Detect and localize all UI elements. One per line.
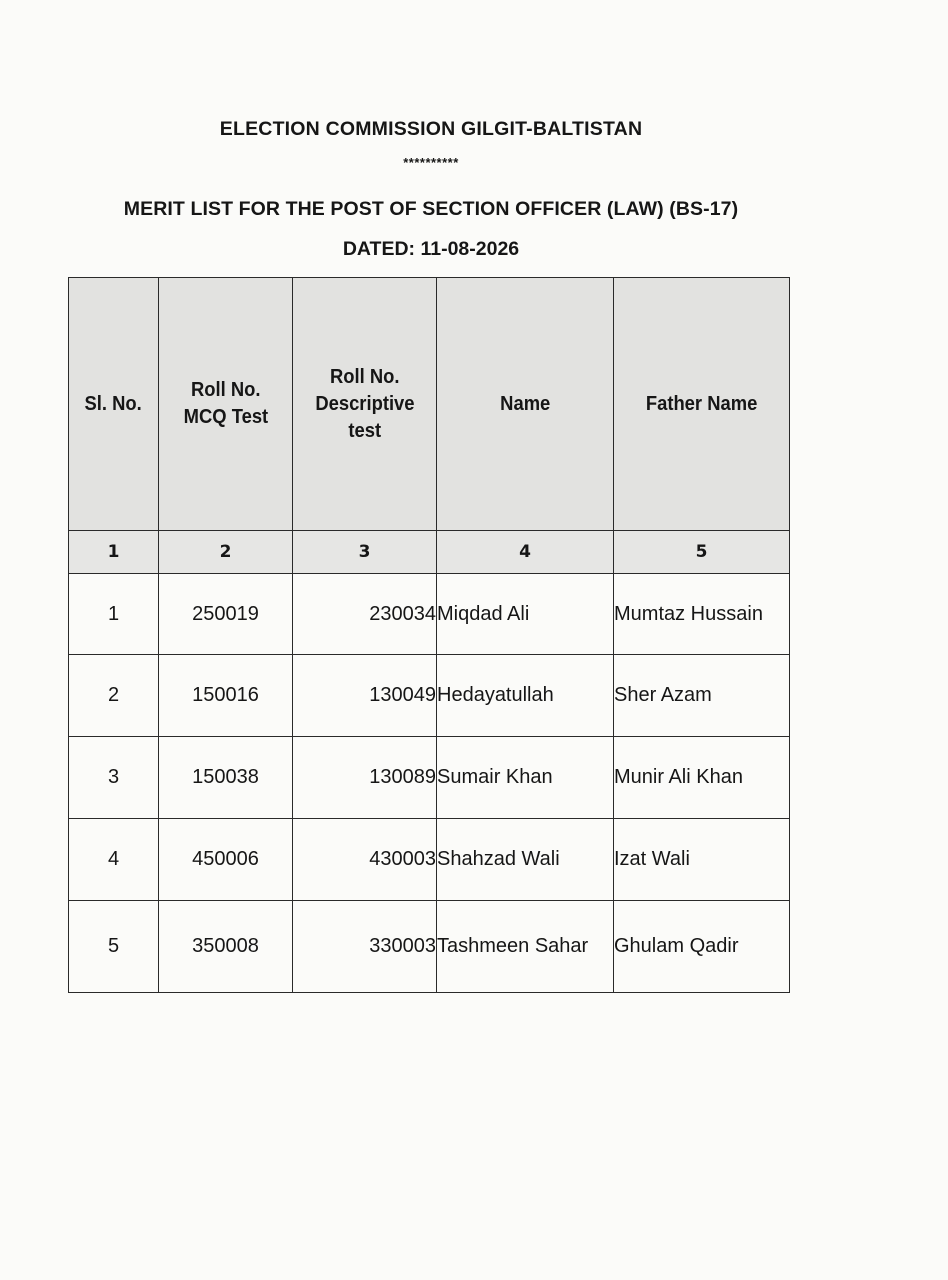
column-number: 2 xyxy=(159,531,293,574)
cell-name: Shahzad Wali xyxy=(437,819,614,901)
cell-father-name: Izat Wali xyxy=(614,819,790,901)
column-number-row xyxy=(69,531,790,574)
cell-roll-descriptive: 130049 xyxy=(293,655,437,737)
cell-name: Miqdad Ali xyxy=(437,574,614,655)
cell-father-name: Ghulam Qadir xyxy=(614,901,790,993)
cell-father-name: Sher Azam xyxy=(614,655,790,737)
table-row xyxy=(69,819,790,901)
cell-sl-no: 5 xyxy=(69,901,159,993)
column-header-roll-mcq: Roll No. MCQ Test xyxy=(159,278,293,531)
cell-roll-descriptive: 430003 xyxy=(293,819,437,901)
cell-sl-no: 3 xyxy=(69,737,159,819)
cell-name: Hedayatullah xyxy=(437,655,614,737)
table-row xyxy=(69,655,790,737)
cell-roll-mcq: 350008 xyxy=(159,901,293,993)
column-number: 5 xyxy=(614,531,790,574)
table-row xyxy=(69,737,790,819)
column-header-name: Name xyxy=(437,278,614,531)
cell-roll-mcq: 450006 xyxy=(159,819,293,901)
cell-roll-mcq: 150016 xyxy=(159,655,293,737)
column-header-roll-descriptive: Roll No. Descriptive test xyxy=(293,278,437,531)
cell-roll-descriptive: 130089 xyxy=(293,737,437,819)
column-number: 1 xyxy=(69,531,159,574)
cell-father-name: Mumtaz Hussain xyxy=(614,574,790,655)
cell-roll-mcq: 150038 xyxy=(159,737,293,819)
cell-father-name: Munir Ali Khan xyxy=(614,737,790,819)
column-number: 4 xyxy=(437,531,614,574)
document-title: MERIT LIST FOR THE POST OF SECTION OFFICER (LAW) (BS-17) xyxy=(123,198,739,220)
column-header-father-name: Father Name xyxy=(614,278,790,531)
cell-roll-mcq: 250019 xyxy=(159,574,293,655)
table-row xyxy=(69,574,790,655)
cell-name: Sumair Khan xyxy=(437,737,614,819)
cell-name: Tashmeen Sahar xyxy=(437,901,614,993)
document-date: DATED: 11-08-2026 xyxy=(342,238,520,260)
cell-sl-no: 2 xyxy=(69,655,159,737)
organization-heading: ELECTION COMMISSION GILGIT-BALTISTAN xyxy=(219,118,643,140)
table-header-row xyxy=(69,278,790,531)
merit-list-table xyxy=(68,277,790,993)
cell-roll-descriptive: 330003 xyxy=(293,901,437,993)
cell-sl-no: 4 xyxy=(69,819,159,901)
column-header-sl-no: Sl. No. xyxy=(69,278,159,531)
cell-sl-no: 1 xyxy=(69,574,159,655)
separator-stars: ********** xyxy=(403,155,459,170)
column-number: 3 xyxy=(293,531,437,574)
table-row xyxy=(69,901,790,993)
cell-roll-descriptive: 230034 xyxy=(293,574,437,655)
